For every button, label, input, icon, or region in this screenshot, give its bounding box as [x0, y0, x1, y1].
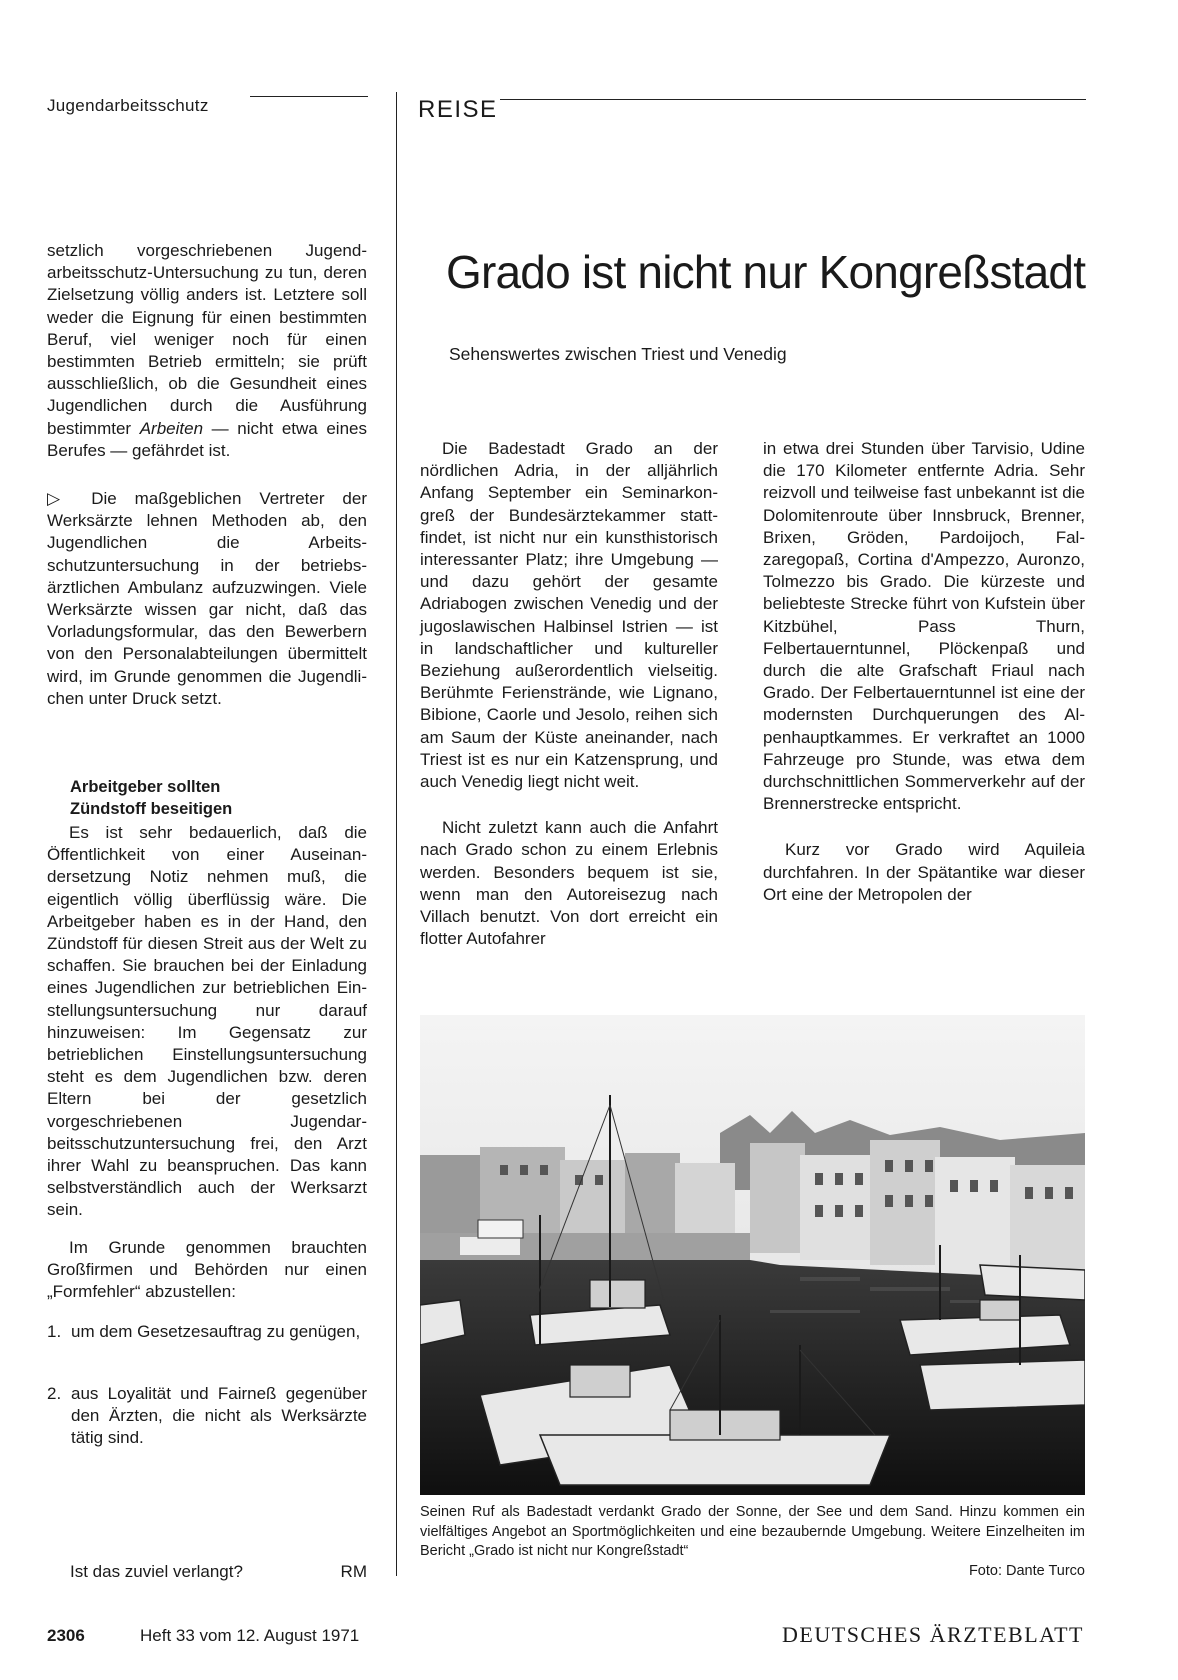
author-initials: RM — [340, 1562, 367, 1581]
photo-caption: Seinen Ruf als Badestadt verdankt Grado der Sonne, der See und dem Sand. Hinzu kommen ein vielfältiges Angebot an Sportmöglichkeiten und eine bezaubernde Umgebung. Weitere Einzelheiten im Bericht „Grado ist nicht nur Kongreßstadt“ Foto: Dante Turco — [420, 1503, 1085, 1581]
column-divider — [396, 92, 397, 1576]
harbor-photo — [420, 1015, 1085, 1495]
photo-credit: Foto: Dante Turco — [968, 1562, 1085, 1579]
list-item: 1. um dem Gesetzesauftrag zu genügen, — [47, 1322, 361, 1341]
left-column-para-1: setzlich vorgeschriebenen Jugendarbeitsschutz-Untersuchung zu tun, deren Zielsetzung völlig anders ist. Letztere soll weder die Eignung für einen bestimmten Beruf, viel weniger noch für einen bestimmten Betrieb ermitteln; sie prüft ausschließlich, ob die Gesundheit eines Jugendlichen durch die Ausführung bestimmter Arbeiten — nicht etwa eines Berufes — gefährdet ist. — [47, 241, 367, 460]
page-number: 2306 — [47, 1626, 85, 1645]
subheading: Arbeitgeber sollten Zündstoff beseitigen — [70, 778, 233, 818]
header-rule-right — [500, 99, 1086, 100]
header-rule-left — [250, 96, 368, 97]
running-header-left: Jugendarbeitsschutz — [47, 96, 209, 115]
left-column-para-3: Es ist sehr bedauerlich, daß die Öffentlichkeit von einer Auseinandersetzung Notiz nehmen muß, die eigentlich völlig überflüssig wäre. Die Arbeitgeber haben es in der Hand, den Zündstoff für diesen Streit aus der Welt zu schaffen. Sie brauchen bei der Einladung eines Jugendlichen zur betrieblichen Einstellungsuntersuchung nur darauf hinzuweisen: Im Gegensatz zur betrieblichen Einstellungsuntersuchung steht es dem Jugendlichen bzw. deren Eltern bei der gesetzlich vorgeschriebenen Jugendarbeitsschutzuntersuchung frei, den Arzt ihrer Wahl zu beanspruchen. Das kann selbstverständlich auch der Werksarzt sein. — [47, 823, 367, 1220]
issue-info: Heft 33 vom 12. August 1971 — [140, 1626, 360, 1645]
article-headline: Grado ist nicht nur Kongreßstadt — [446, 246, 1086, 298]
triangle-marker-icon: ▷ — [47, 489, 74, 508]
section-label: REISE — [418, 96, 498, 123]
journal-name: DEUTSCHES ÄRZTEBLATT — [782, 1622, 1084, 1647]
closing-line: Ist das zuviel verlangt? RM — [70, 1562, 367, 1581]
left-column-para-4: Im Grunde genommen brauchten Großfirmen und Behörden nur einen „Formfehler“ abzustellen: — [47, 1238, 367, 1302]
left-column-para-2: ▷ Die maßgeblichen Vertreter der Werksärzte lehnen Methoden ab, den Jugendlichen die Arbeitsschutzuntersuchung in der betriebsärztlichen Ambulanz aufzuzwingen. Viele Werksärzte wissen gar nicht, daß das Vorladungsformular, das den Bewerbern von den Personalabteilungen übermittelt wird, im Grunde genommen die Jugendlichen unter Druck setzt. — [47, 489, 368, 708]
article-column-1: Die Badestadt Grado an der nördlichen Adria, in der alljährlich Anfang September ein Seminarkongreß der Bundesärztekammer stattfindet, ist nicht nur ein kunsthistorisch interessanter Platz; ihre Umgebung — und dazu gehört der gesamte Adriabogen zwischen Venedig und der jugoslawischen Halbinsel Istrien — ist in landschaftlicher und kultureller Beziehung außerordentlich vielseitig. Berühmte Ferienstrände, wie Lignano, Bibione, Caorle und Jesolo, reihen sich am Saum der Küste aneinander, nach Triest ist es nur ein Katzensprung, und auch Venedig liegt nicht weit. Nicht zuletzt kann auch die Anfahrt nach Grado schon zu einem Erlebnis werden. Besonders bequem ist sie, wenn man den Autoreisezug nach Villach benutzt. Von dort erreicht ein flotter Autofahrer — [420, 439, 718, 949]
article-column-2: in etwa drei Stunden über Tarvisio, Udine die 170 Kilometer entfernte Adria. Sehr reizvoll und teilweise fast unbekannt ist die Dolomitenroute über Innsbruck, Brenner, Brixen, Gröden, Pardoijoch, Falzaregopaß, Cortina d'Ampezzo, Auronzo, Tolmezzo bis Grado. Die kürzeste und beliebteste Strecke führt von Kufstein über Kitzbühel, Pass Thurn, Felbertauerntunnel, Plöckenpaß und durch die alte Grafschaft Friaul nach Grado. Der Felbertauerntunnel ist eine der modernsten Durchquerungen des Alpenhauptkammes. Er verkraftet an 1000 Fahrzeuge pro Stunde, was etwa dem durchschnittlichen Sommerverkehr auf der Brennerstrecke entspricht. Kurz vor Grado wird Aquileia durchfahren. In der Spätantike war dieser Ort eine der Metropolen der — [763, 439, 1085, 904]
article-subtitle: Sehenswertes zwischen Triest und Venedig — [449, 344, 787, 364]
list-item: 2. aus Loyalität und Fairneß gegenüber den Ärzten, die nicht als Werksärzte tätig sind. — [47, 1384, 367, 1448]
